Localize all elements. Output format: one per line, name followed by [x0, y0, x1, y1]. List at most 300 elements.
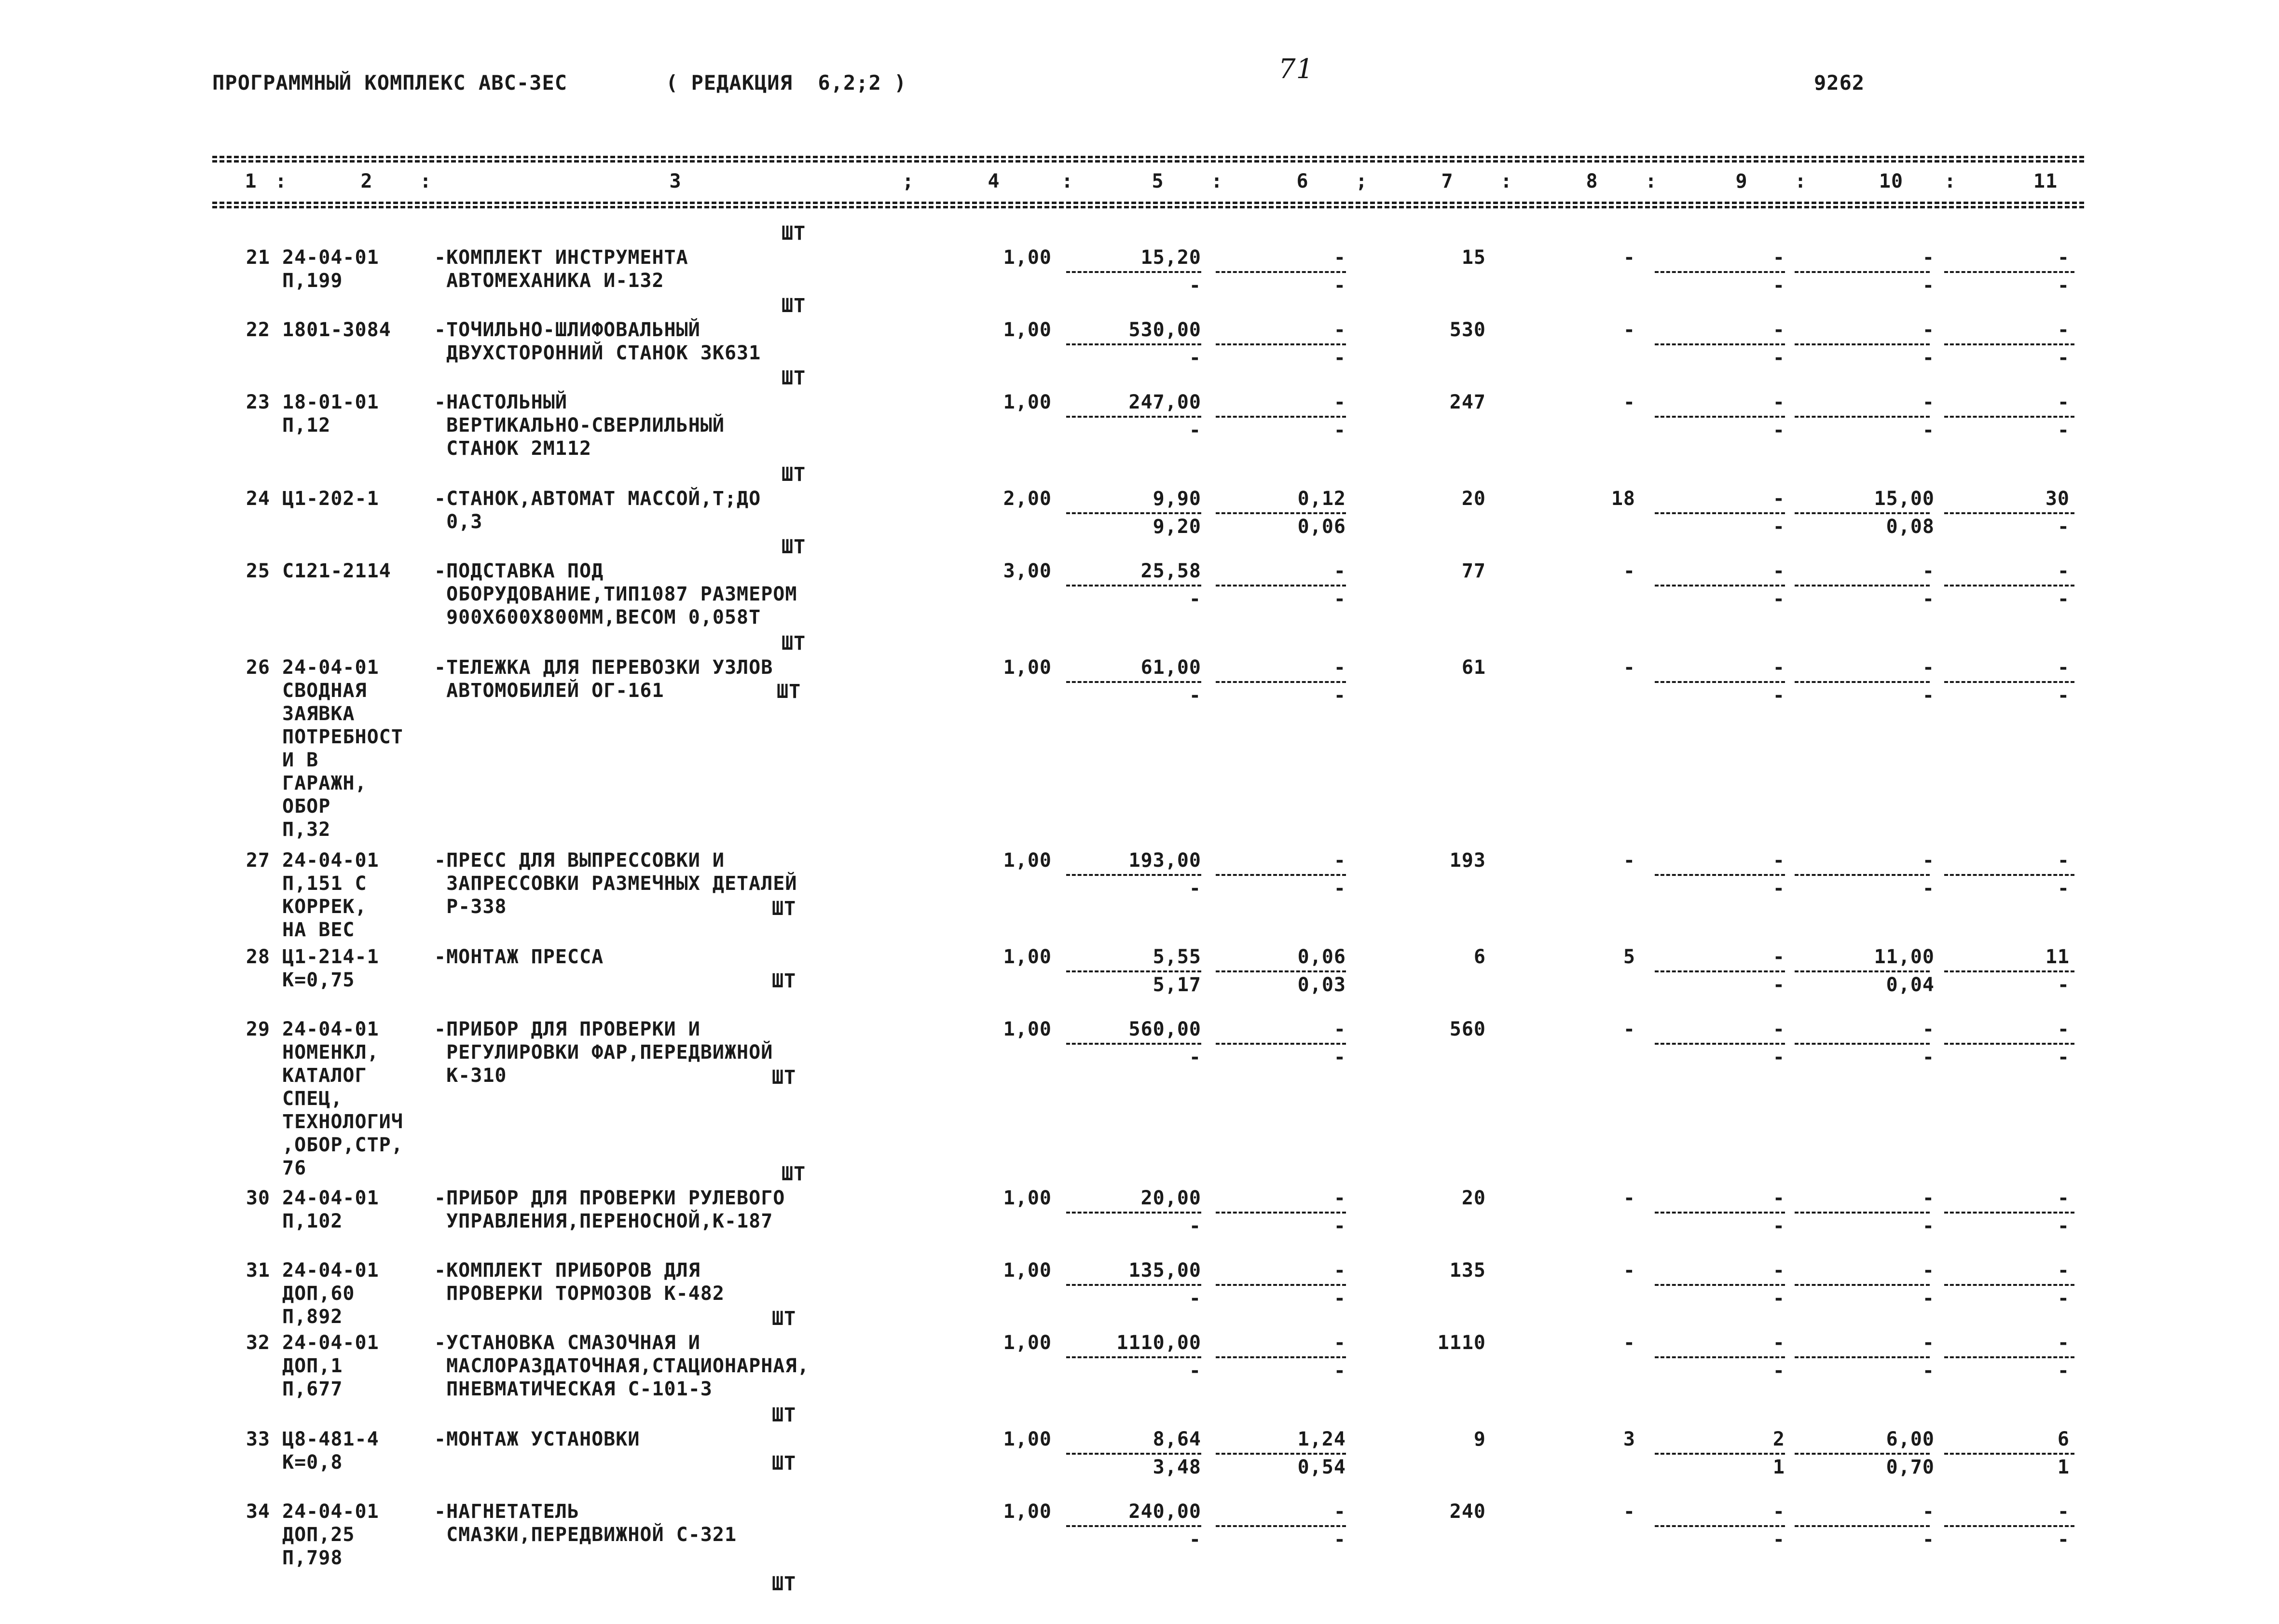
column-separator: : [275, 170, 288, 192]
machine-cost: - [1189, 1528, 1201, 1551]
column-separator: : [1500, 170, 1513, 192]
total-cost: 560 [1449, 1018, 1486, 1040]
unit-cost: 8,64 [1153, 1428, 1201, 1450]
total-wages: - [1623, 391, 1635, 413]
row-number: 22 [246, 319, 270, 341]
col-11-underline [1944, 1356, 2074, 1358]
col-11-sub: - [2057, 877, 2070, 900]
unit-cost: 61,00 [1140, 656, 1201, 679]
quantity: 1,00 [1003, 319, 1052, 341]
total-wages: - [1623, 1501, 1635, 1523]
col-9-sub: - [1772, 1287, 1785, 1310]
col-11-sub: - [2057, 588, 2070, 610]
col-9-sub: - [1772, 274, 1785, 297]
col-9-value: - [1772, 391, 1785, 413]
col-11-sub: 1 [2057, 1456, 2070, 1478]
unit-label: ШТ [782, 632, 806, 655]
item-name: -КОМПЛЕКТ ИНСТРУМЕНТА АВТОМЕХАНИКА И-132 [434, 246, 688, 292]
unit-wages: 1,24 [1297, 1428, 1346, 1450]
machine-cost: - [1189, 877, 1201, 900]
row-number: 26 [246, 656, 270, 679]
cost-underline [1066, 681, 1201, 683]
col-9-underline [1655, 970, 1785, 972]
col-11-underline [1944, 271, 2074, 273]
unit-cost: 240,00 [1128, 1501, 1201, 1523]
col-11-underline [1944, 343, 2074, 345]
col-9-underline [1655, 271, 1785, 273]
col-9-value: - [1772, 1501, 1785, 1523]
col-10-underline [1795, 874, 1930, 876]
labor-total: 6 [2057, 1428, 2070, 1450]
wages-underline [1216, 1043, 1346, 1045]
col-11-underline [1944, 970, 2074, 972]
col-11-sub: - [2057, 1360, 2070, 1382]
machine-cost: - [1189, 1046, 1201, 1068]
quantity: 3,00 [1003, 560, 1052, 582]
labor-per-unit: 6,00 [1886, 1428, 1935, 1450]
unit-label: ШТ [782, 295, 806, 317]
col-9-sub: - [1772, 1528, 1785, 1551]
col-9-sub: - [1772, 516, 1785, 538]
unit-cost: 20,00 [1140, 1187, 1201, 1209]
labor-total: - [2057, 849, 2070, 872]
unit-wages: - [1333, 560, 1346, 582]
column-separator: : [1211, 170, 1223, 192]
col-10-sub: - [1922, 877, 1935, 900]
item-name: -МОНТАЖ ПРЕССА [434, 946, 604, 968]
col-10-sub: 0,70 [1886, 1456, 1935, 1478]
col-9-underline [1655, 1284, 1785, 1286]
rate-code: 24-04-01 СВОДНАЯ ЗАЯВКА ПОТРЕБНОСТ И В ГАРАЖН, ОБОР П,32 [282, 656, 403, 841]
labor-total: 30 [2045, 488, 2070, 510]
machine-cost: - [1189, 1215, 1201, 1237]
labor-total: - [2057, 656, 2070, 679]
row-number: 33 [246, 1428, 270, 1450]
row-number: 24 [246, 488, 270, 510]
column-number-11: 11 [2033, 170, 2058, 192]
labor-per-unit: - [1922, 391, 1935, 413]
machinist-wages: - [1333, 347, 1346, 369]
row-number: 31 [246, 1259, 270, 1282]
col-9-underline [1655, 343, 1785, 345]
column-number-3: 3 [669, 170, 682, 192]
unit-cost: 15,20 [1140, 246, 1201, 269]
row-number: 28 [246, 946, 270, 968]
unit-cost: 530,00 [1128, 319, 1201, 341]
col-10-underline [1795, 343, 1930, 345]
machinist-wages: - [1333, 1528, 1346, 1551]
cost-underline [1066, 416, 1201, 418]
row-number: 23 [246, 391, 270, 413]
rate-code: Ц1-214-1 К=0,75 [282, 946, 379, 991]
unit-label: ШТ [772, 1573, 796, 1595]
total-cost: 135 [1449, 1259, 1486, 1282]
rate-code: 24-04-01 П,199 [282, 246, 379, 292]
unit-label: ШТ [782, 464, 806, 486]
col-10-sub: - [1922, 274, 1935, 297]
col-11-sub: - [2057, 274, 2070, 297]
col-9-value: - [1772, 656, 1785, 679]
machine-cost: - [1189, 1287, 1201, 1310]
col-10-underline [1795, 1212, 1930, 1214]
labor-per-unit: - [1922, 1187, 1935, 1209]
col-10-sub: - [1922, 588, 1935, 610]
column-number-1: 1 [245, 170, 257, 192]
column-separator: : [1645, 170, 1658, 192]
total-cost: 6 [1473, 946, 1486, 968]
machinist-wages: 0,54 [1297, 1456, 1346, 1478]
machine-cost: 5,17 [1153, 974, 1201, 996]
machine-cost: - [1189, 684, 1201, 707]
total-wages: - [1623, 560, 1635, 582]
item-name: -СТАНОК,АВТОМАТ МАССОЙ,Т;ДО 0,3 [434, 488, 761, 533]
quantity: 2,00 [1003, 488, 1052, 510]
machinist-wages: - [1333, 419, 1346, 441]
column-separator: : [1795, 170, 1807, 192]
col-9-underline [1655, 1212, 1785, 1214]
col-11-underline [1944, 512, 2074, 514]
quantity: 1,00 [1003, 946, 1052, 968]
col-9-underline [1655, 1356, 1785, 1358]
col-10-sub: - [1922, 1360, 1935, 1382]
program-title: ПРОГРАММНЫЙ КОМПЛЕКС АВС-ЗЕС [212, 71, 568, 95]
unit-cost: 25,58 [1140, 560, 1201, 582]
col-9-underline [1655, 681, 1785, 683]
wages-underline [1216, 271, 1346, 273]
col-10-underline [1795, 1284, 1930, 1286]
col-10-sub: - [1922, 1287, 1935, 1310]
rate-code: 18-01-01 П,12 [282, 391, 379, 437]
item-name: -ПРЕСС ДЛЯ ВЫПРЕССОВКИ И ЗАПРЕССОВКИ РАЗМЕЧНЫХ ДЕТАЛЕЙ Р-338 [434, 849, 797, 918]
col-9-value: - [1772, 1018, 1785, 1040]
col-9-value: - [1772, 488, 1785, 510]
col-9-value: - [1772, 246, 1785, 269]
unit-label: ШТ [772, 1066, 796, 1089]
cost-underline [1066, 585, 1201, 587]
column-separator: ; [902, 170, 915, 192]
total-cost: 77 [1461, 560, 1486, 582]
wages-underline [1216, 970, 1346, 972]
col-10-sub: - [1922, 347, 1935, 369]
cost-underline [1066, 1212, 1201, 1214]
total-wages: 3 [1623, 1428, 1635, 1450]
labor-per-unit: - [1922, 560, 1935, 582]
machinist-wages: - [1333, 588, 1346, 610]
wages-underline [1216, 343, 1346, 345]
total-wages: - [1623, 1259, 1635, 1282]
rate-code: 24-04-01 П,102 [282, 1187, 379, 1232]
item-name: -НАГНЕТАТЕЛЬ СМАЗКИ,ПЕРЕДВИЖНОЙ С-321 [434, 1501, 737, 1546]
unit-cost: 135,00 [1128, 1259, 1201, 1282]
col-9-sub: - [1772, 684, 1785, 707]
unit-wages: - [1333, 1018, 1346, 1040]
item-name: -ПОДСТАВКА ПОД ОБОРУДОВАНИЕ,ТИП1087 РАЗМЕРОМ 900Х600Х800ММ,ВЕСОМ 0,058Т [434, 560, 797, 628]
row-number: 27 [246, 849, 270, 872]
total-cost: 193 [1449, 849, 1486, 872]
quantity: 1,00 [1003, 1501, 1052, 1523]
col-11-sub: - [2057, 974, 2070, 996]
total-cost: 9 [1473, 1428, 1486, 1450]
cost-underline [1066, 1356, 1201, 1358]
machinist-wages: 0,03 [1297, 974, 1346, 996]
column-number-4: 4 [988, 170, 1000, 192]
item-name: -ТОЧИЛЬНО-ШЛИФОВАЛЬНЫЙ ДВУХСТОРОННИЙ СТАНОК 3К631 [434, 319, 761, 364]
quantity: 1,00 [1003, 849, 1052, 872]
col-9-underline [1655, 1043, 1785, 1045]
cost-underline [1066, 512, 1201, 514]
labor-total: 11 [2045, 946, 2070, 968]
col-11-underline [1944, 1284, 2074, 1286]
unit-label: ШТ [772, 1452, 796, 1474]
wages-underline [1216, 512, 1346, 514]
labor-total: - [2057, 391, 2070, 413]
labor-per-unit: - [1922, 1332, 1935, 1354]
col-9-sub: - [1772, 419, 1785, 441]
unit-wages: - [1333, 246, 1346, 269]
cost-underline [1066, 970, 1201, 972]
labor-per-unit: - [1922, 1018, 1935, 1040]
col-11-underline [1944, 874, 2074, 876]
wages-underline [1216, 1525, 1346, 1527]
col-10-underline [1795, 681, 1930, 683]
col-11-sub: - [2057, 516, 2070, 538]
machinist-wages: - [1333, 877, 1346, 900]
total-wages: - [1623, 1018, 1635, 1040]
col-9-sub: - [1772, 974, 1785, 996]
total-cost: 61 [1461, 656, 1486, 679]
labor-per-unit: - [1922, 319, 1935, 341]
col-10-sub: - [1922, 684, 1935, 707]
document-number: 9262 [1814, 71, 1865, 95]
col-10-underline [1795, 271, 1930, 273]
col-9-sub: 1 [1772, 1456, 1785, 1478]
row-number: 21 [246, 246, 270, 269]
column-separator: : [420, 170, 432, 192]
col-9-value: - [1772, 560, 1785, 582]
col-10-sub: - [1922, 1528, 1935, 1551]
unit-label: ШТ [782, 222, 806, 245]
machine-cost: - [1189, 274, 1201, 297]
labor-per-unit: 11,00 [1874, 946, 1935, 968]
labor-total: - [2057, 319, 2070, 341]
rate-code: 1801-3084 [282, 319, 391, 341]
rate-code: 24-04-01 НОМЕНКЛ, КАТАЛОГ СПЕЦ, ТЕХНОЛОГИЧ ,ОБОР,СТР, 76 [282, 1018, 403, 1179]
machine-cost: - [1189, 419, 1201, 441]
column-number-8: 8 [1586, 170, 1598, 192]
unit-wages: - [1333, 849, 1346, 872]
col-9-underline [1655, 585, 1785, 587]
machine-cost: 9,20 [1153, 516, 1201, 538]
machine-cost: - [1189, 588, 1201, 610]
labor-per-unit: - [1922, 246, 1935, 269]
machinist-wages: - [1333, 274, 1346, 297]
row-number: 30 [246, 1187, 270, 1209]
labor-total: - [2057, 1018, 2070, 1040]
unit-cost: 1110,00 [1116, 1332, 1201, 1354]
wages-underline [1216, 1453, 1346, 1455]
col-9-value: - [1772, 849, 1785, 872]
col-11-sub: - [2057, 1287, 2070, 1310]
col-11-underline [1944, 416, 2074, 418]
cost-underline [1066, 1043, 1201, 1045]
cost-underline [1066, 271, 1201, 273]
col-9-sub: - [1772, 1215, 1785, 1237]
item-name: -ПРИБОР ДЛЯ ПРОВЕРКИ И РЕГУЛИРОВКИ ФАР,ПЕРЕДВИЖНОЙ К-310 [434, 1018, 773, 1087]
col-11-sub: - [2057, 347, 2070, 369]
quantity: 1,00 [1003, 1018, 1052, 1040]
labor-total: - [2057, 1332, 2070, 1354]
col-10-sub: 0,04 [1886, 974, 1935, 996]
column-number-7: 7 [1441, 170, 1454, 192]
col-9-value: - [1772, 1259, 1785, 1282]
machine-cost: - [1189, 1360, 1201, 1382]
unit-wages: - [1333, 1187, 1346, 1209]
col-9-underline [1655, 512, 1785, 514]
machinist-wages: - [1333, 684, 1346, 707]
col-9-value: - [1772, 1187, 1785, 1209]
header-rule-bottom [212, 202, 2084, 204]
unit-cost: 247,00 [1128, 391, 1201, 413]
machine-cost: - [1189, 347, 1201, 369]
item-name: -КОМПЛЕКТ ПРИБОРОВ ДЛЯ ПРОВЕРКИ ТОРМОЗОВ К-482 [434, 1259, 725, 1305]
cost-underline [1066, 343, 1201, 345]
labor-per-unit: - [1922, 1259, 1935, 1282]
total-wages: - [1623, 656, 1635, 679]
unit-wages: - [1333, 391, 1346, 413]
column-number-2: 2 [360, 170, 373, 192]
col-11-sub: - [2057, 1046, 2070, 1068]
column-separator: ; [1356, 170, 1368, 192]
labor-per-unit: - [1922, 1501, 1935, 1523]
col-9-value: - [1772, 946, 1785, 968]
row-number: 29 [246, 1018, 270, 1040]
unit-wages: 0,06 [1297, 946, 1346, 968]
col-11-underline [1944, 1212, 2074, 1214]
total-wages: - [1623, 246, 1635, 269]
quantity: 1,00 [1003, 656, 1052, 679]
wages-underline [1216, 874, 1346, 876]
col-10-underline [1795, 512, 1930, 514]
header-rule-top [212, 156, 2084, 158]
rate-code: 24-04-01 ДОП,60 П,892 [282, 1259, 379, 1328]
col-10-underline [1795, 1356, 1930, 1358]
unit-wages: 0,12 [1297, 488, 1346, 510]
total-wages: - [1623, 1187, 1635, 1209]
col-10-underline [1795, 1453, 1930, 1455]
rate-code: 24-04-01 ДОП,25 П,798 [282, 1501, 379, 1569]
col-9-underline [1655, 874, 1785, 876]
unit-label: ШТ [782, 536, 806, 558]
quantity: 1,00 [1003, 1428, 1052, 1450]
col-11-sub: - [2057, 684, 2070, 707]
total-wages: 18 [1611, 488, 1635, 510]
labor-per-unit: 15,00 [1874, 488, 1935, 510]
total-wages: - [1623, 319, 1635, 341]
row-number: 25 [246, 560, 270, 582]
col-11-underline [1944, 585, 2074, 587]
unit-wages: - [1333, 319, 1346, 341]
rate-code: Ц8-481-4 К=0,8 [282, 1428, 379, 1474]
header-rule-top-2 [212, 160, 2084, 163]
column-number-6: 6 [1296, 170, 1309, 192]
labor-total: - [2057, 1501, 2070, 1523]
wages-underline [1216, 585, 1346, 587]
col-9-sub: - [1772, 1046, 1785, 1068]
col-9-sub: - [1772, 347, 1785, 369]
item-name: -ПРИБОР ДЛЯ ПРОВЕРКИ РУЛЕВОГО УПРАВЛЕНИЯ,ПЕРЕНОСНОЙ,К-187 [434, 1187, 785, 1232]
unit-wages: - [1333, 1501, 1346, 1523]
rate-code: Ц1-202-1 [282, 488, 379, 510]
wages-underline [1216, 416, 1346, 418]
wages-underline [1216, 681, 1346, 683]
edition-label: ( РЕДАКЦИЯ 6,2;2 ) [666, 71, 907, 95]
unit-wages: - [1333, 656, 1346, 679]
labor-per-unit: - [1922, 656, 1935, 679]
col-10-underline [1795, 970, 1930, 972]
unit-label: ШТ [782, 367, 806, 389]
total-wages: - [1623, 1332, 1635, 1354]
cost-underline [1066, 1525, 1201, 1527]
machinist-wages: - [1333, 1287, 1346, 1310]
col-11-sub: - [2057, 1528, 2070, 1551]
header-rule-bottom-2 [212, 206, 2084, 208]
total-cost: 240 [1449, 1501, 1486, 1523]
unit-cost: 9,90 [1153, 488, 1201, 510]
col-9-value: 2 [1772, 1428, 1785, 1450]
machinist-wages: - [1333, 1046, 1346, 1068]
column-number-9: 9 [1735, 170, 1748, 192]
unit-wages: - [1333, 1332, 1346, 1354]
quantity: 1,00 [1003, 246, 1052, 269]
quantity: 1,00 [1003, 391, 1052, 413]
labor-total: - [2057, 1259, 2070, 1282]
col-9-underline [1655, 1453, 1785, 1455]
cost-underline [1066, 1453, 1201, 1455]
unit-label: ШТ [772, 1308, 796, 1330]
total-cost: 530 [1449, 319, 1486, 341]
machine-cost: 3,48 [1153, 1456, 1201, 1478]
col-11-underline [1944, 1043, 2074, 1045]
col-9-underline [1655, 416, 1785, 418]
col-10-underline [1795, 416, 1930, 418]
column-number-10: 10 [1879, 170, 1904, 192]
item-name: -УСТАНОВКА СМАЗОЧНАЯ И МАСЛОРАЗДАТОЧНАЯ,СТАЦИОНАРНАЯ, ПНЕВМАТИЧЕСКАЯ С-101-3 [434, 1332, 810, 1400]
quantity: 1,00 [1003, 1332, 1052, 1354]
total-cost: 15 [1461, 246, 1486, 269]
total-cost: 1110 [1437, 1332, 1486, 1354]
col-9-value: - [1772, 1332, 1785, 1354]
total-cost: 20 [1461, 1187, 1486, 1209]
item-name: -МОНТАЖ УСТАНОВКИ [434, 1428, 640, 1450]
row-number: 34 [246, 1501, 270, 1523]
wages-underline [1216, 1284, 1346, 1286]
col-10-sub: - [1922, 419, 1935, 441]
unit-cost: 560,00 [1128, 1018, 1201, 1040]
unit-cost: 193,00 [1128, 849, 1201, 872]
column-number-5: 5 [1152, 170, 1164, 192]
col-10-sub: - [1922, 1046, 1935, 1068]
rate-code: 24-04-01 ДОП,1 П,677 [282, 1332, 379, 1400]
labor-per-unit: - [1922, 849, 1935, 872]
wages-underline [1216, 1356, 1346, 1358]
col-10-underline [1795, 585, 1930, 587]
col-11-underline [1944, 1453, 2074, 1455]
col-9-underline [1655, 1525, 1785, 1527]
col-9-value: - [1772, 319, 1785, 341]
row-number: 32 [246, 1332, 270, 1354]
labor-total: - [2057, 1187, 2070, 1209]
unit-wages: - [1333, 1259, 1346, 1282]
